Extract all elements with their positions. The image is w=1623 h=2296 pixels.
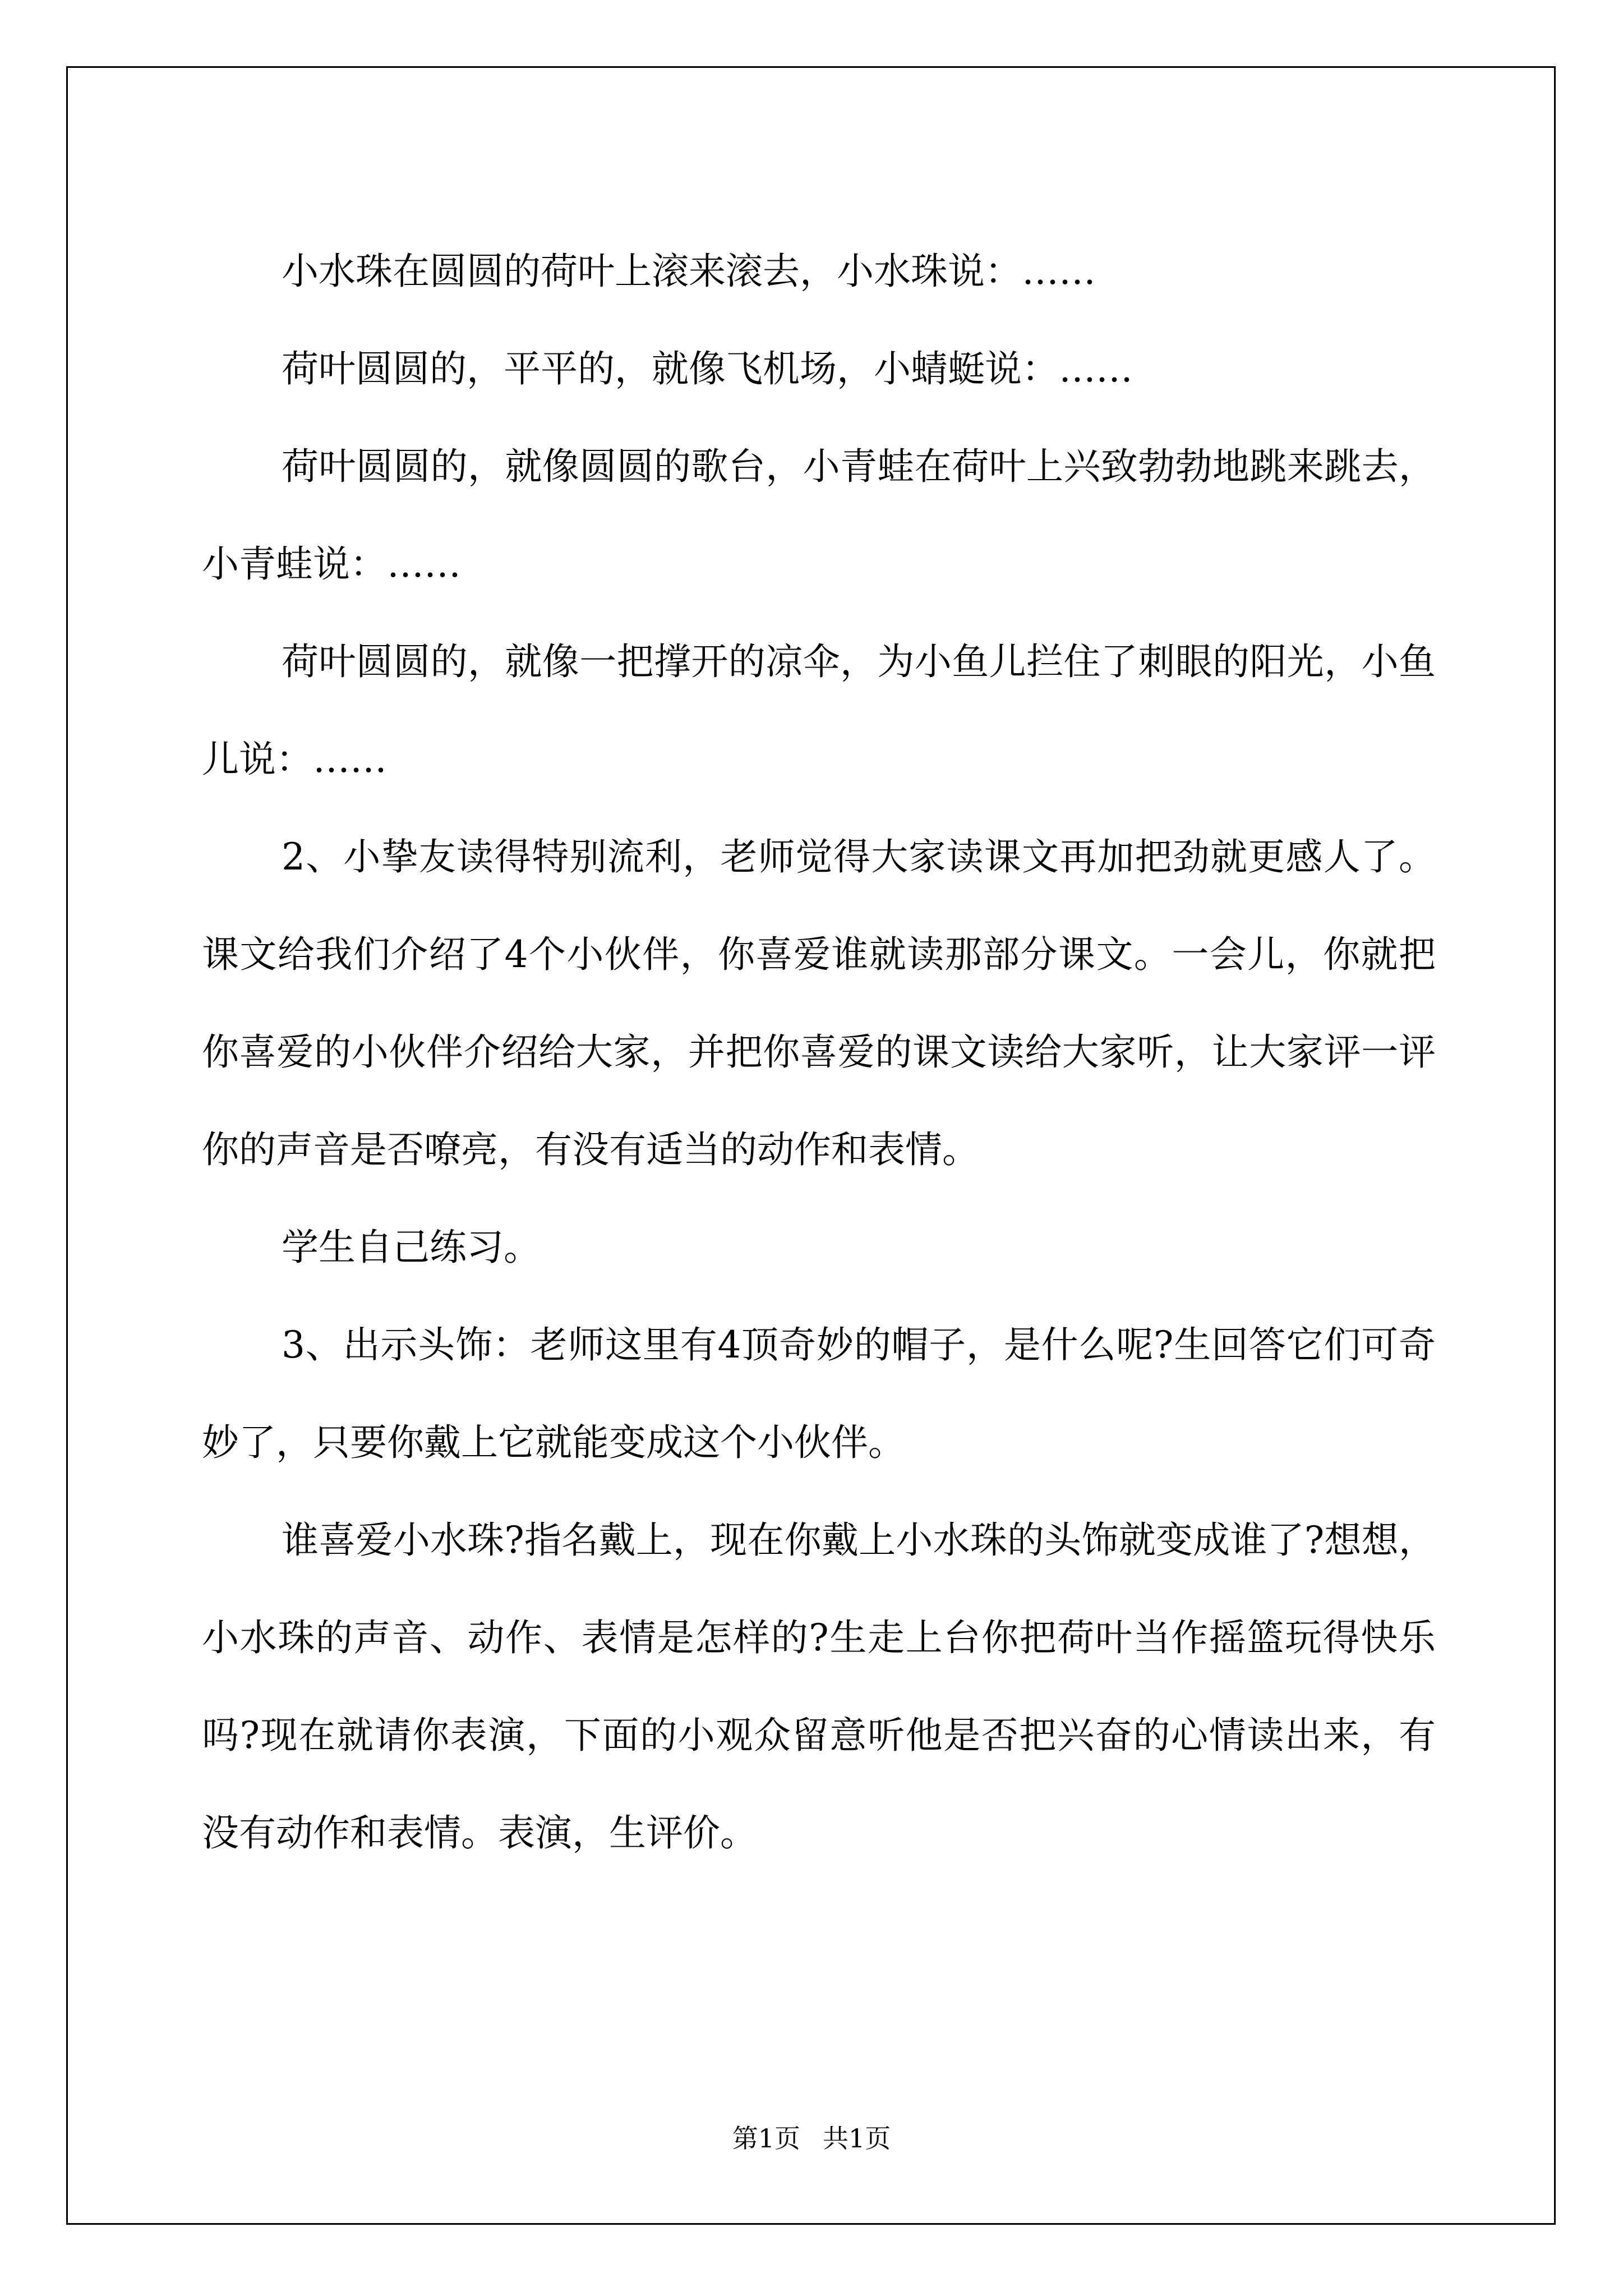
document-body xyxy=(202,223,1436,1882)
paragraph-frog: 荷叶圆圆的，就像圆圆的歌台，小青蛙在荷叶上兴致勃勃地跳来跳去，小青蛙说：…… xyxy=(202,445,1436,586)
page-total: 共1页 xyxy=(823,2123,891,2154)
paragraph-practice: 学生自己练习。 xyxy=(282,1226,541,1269)
paragraph-dragonfly: 荷叶圆圆的，平平的，就像飞机场，小蜻蜓说：…… xyxy=(282,347,1133,390)
paragraph-water-drop: 小水珠在圆圆的荷叶上滚来滚去，小水珠说：…… xyxy=(282,250,1096,293)
paragraph-fish: 荷叶圆圆的，就像一把撑开的凉伞，为小鱼儿拦住了刺眼的阳光，小鱼儿说：…… xyxy=(202,640,1436,781)
page-footer xyxy=(0,2122,1623,2155)
page-number: 第1页 xyxy=(732,2123,800,2154)
paragraph-performance: 谁喜爱小水珠?指名戴上，现在你戴上小水珠的头饰就变成谁了?想想，小水珠的声音、动作、表情是怎样的?生走上台你把荷叶当作摇篮玩得快乐吗?现在就请你表演，下面的小观众留意听他是否把兴奋的心情读出来，有没有动作和表情。表演，生评价。 xyxy=(202,1519,1436,1855)
paragraph-step-3: 3、出示头饰：老师这里有4顶奇妙的帽子，是什么呢?生回答它们可奇妙了，只要你戴上它就能变成这个小伙伴。 xyxy=(202,1323,1436,1464)
paragraph-step-2: 2、小挚友读得特别流利，老师觉得大家读课文再加把劲就更感人了。课文给我们介绍了4个小伙伴，你喜爱谁就读那部分课文。一会儿，你就把你喜爱的小伙伴介绍给大家，并把你喜爱的课文读给大家听，让大家评一评你的声音是否嘹亮，有没有适当的动作和表情。 xyxy=(202,835,1436,1171)
